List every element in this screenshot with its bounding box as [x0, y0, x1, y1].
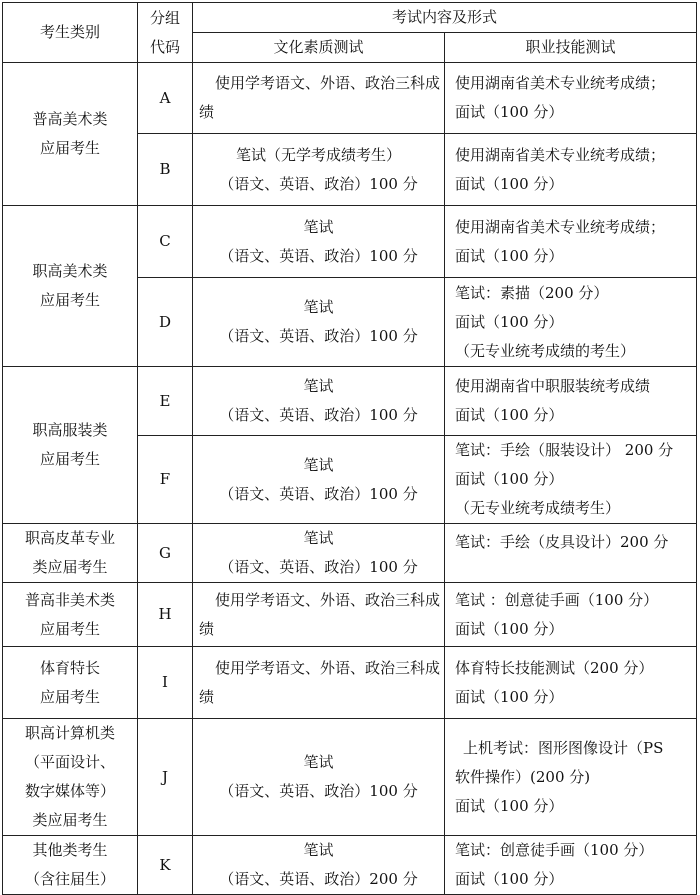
category-line: 应届考生: [39, 450, 100, 468]
vocational-cell: [445, 367, 697, 436]
vocational-line: 笔试 ：创意徒手画（100 分）: [455, 590, 659, 609]
culture-line: 使用学考语文、外语、政治三: [215, 590, 411, 609]
culture-line: 科成绩: [199, 590, 441, 638]
culture-line: （语文、英语、政治）100 分: [219, 782, 418, 800]
culture-line: 笔试（无学考成绩考生）: [235, 145, 401, 164]
culture-cell: [193, 206, 445, 278]
table-row: [3, 206, 697, 278]
code-cell: C: [138, 206, 193, 278]
vocational-cell: [445, 583, 697, 647]
code-cell: I: [138, 647, 193, 719]
vocational-line: 体育特长技能测试（200 分）: [455, 658, 654, 677]
culture-line: （语文、英语、政治）100 分: [219, 327, 418, 345]
vocational-line: 使用湖南省美术专业统考成绩；: [455, 217, 666, 236]
code-cell: B: [138, 134, 193, 206]
code-cell: E: [138, 367, 193, 436]
vocational-cell: [445, 206, 697, 278]
vocational-cell: [445, 134, 697, 206]
category-line: 职高计算机类: [24, 724, 115, 742]
vocational-line: 面试（100 分）: [455, 246, 564, 265]
category-cell: [3, 367, 138, 524]
vocational-line: 面试（100 分）: [455, 312, 564, 331]
category-cell: [3, 583, 138, 647]
vocational-line: 使用湖南省美术专业统考成绩；: [455, 145, 666, 164]
category-line: （含往届生）: [24, 870, 115, 888]
culture-cell: [193, 278, 445, 367]
culture-cell: [193, 367, 445, 436]
category-line: 职高皮革专业: [24, 529, 115, 547]
vocational-line: 面试（100 分）: [455, 406, 564, 424]
vocational-cell: [445, 647, 697, 719]
vocational-line: 面试（100 分）: [455, 870, 564, 888]
table-row: [3, 367, 697, 436]
category-line: 应届考生: [39, 687, 100, 706]
category-line: 体育特长: [39, 658, 100, 677]
code-cell: H: [138, 583, 193, 647]
category-cell: [3, 524, 138, 583]
culture-cell: [193, 134, 445, 206]
category-line: 应届考生: [39, 139, 100, 157]
vocational-line: 面试（100 分）: [455, 796, 564, 815]
culture-line: 科成绩: [199, 74, 441, 121]
vocational-line: 笔试：手绘（皮具设计）200 分: [455, 533, 669, 551]
category-line: 类应届考生: [32, 558, 108, 576]
category-line: 类应届考生: [32, 811, 108, 829]
header-vocational: 职业技能测试: [445, 33, 697, 63]
culture-line: 笔试: [303, 455, 334, 474]
category-line: （平面设计、: [24, 753, 115, 771]
header-group-code-line2: 代码: [149, 37, 180, 56]
category-cell: [3, 719, 138, 836]
culture-cell: [193, 583, 445, 647]
vocational-line: 软件操作）(200 分): [455, 767, 591, 786]
culture-cell: [193, 63, 445, 134]
category-line: 职高服装类: [32, 421, 108, 439]
category-line: 数字媒体等）: [24, 782, 115, 800]
culture-cell: [193, 719, 445, 836]
culture-line: （语文、英语、政治）100 分: [219, 406, 418, 424]
culture-line: 笔试: [303, 377, 334, 395]
vocational-line: 使用湖南省中职服装统考成绩: [455, 377, 651, 395]
vocational-cell: [445, 63, 697, 134]
code-cell: G: [138, 524, 193, 583]
header-culture: 文化素质测试: [193, 33, 445, 63]
code-cell: A: [138, 63, 193, 134]
culture-line: 笔试: [303, 298, 334, 316]
vocational-line: 面试（100 分）: [455, 619, 564, 638]
header-exam-content: 考试内容及形式: [193, 3, 697, 33]
code-cell: K: [138, 836, 193, 895]
culture-line: （语文、英语、政治）100 分: [219, 558, 418, 576]
culture-cell: [193, 436, 445, 524]
exam-table: [2, 2, 697, 895]
code-cell: J: [138, 719, 193, 836]
table-row: [3, 524, 697, 583]
culture-line: （语文、英语、政治）100 分: [219, 484, 418, 503]
culture-cell: [193, 647, 445, 719]
table-row: [3, 719, 697, 836]
category-line: 普高美术类: [32, 110, 108, 128]
vocational-cell: [445, 278, 697, 367]
category-cell: [3, 206, 138, 367]
vocational-line: 笔试：创意徒手画（100 分）: [455, 841, 654, 859]
header-group-code-line1: 分组: [149, 8, 180, 27]
table-row: [3, 583, 697, 647]
category-line: 普高非美术类: [24, 590, 115, 609]
culture-cell: [193, 524, 445, 583]
category-line: 应届考生: [39, 619, 100, 638]
category-cell: [3, 63, 138, 206]
vocational-line: 使用湖南省美术专业统考成绩；: [455, 74, 666, 92]
culture-line: 笔试: [303, 753, 334, 771]
category-line: 其他类考生: [32, 841, 108, 859]
vocational-line: （无专业统考成绩考生）: [455, 499, 621, 517]
table-row: [3, 647, 697, 719]
culture-cell: [193, 836, 445, 895]
culture-line: 笔试: [303, 217, 334, 236]
culture-line: 使用学考语文、外语、政治三: [215, 658, 411, 677]
category-cell: [3, 836, 138, 895]
category-line: 职高美术类: [32, 262, 108, 280]
vocational-line: 笔试：手绘（服装设计） 200 分: [455, 441, 674, 459]
table-row: [3, 836, 697, 895]
vocational-cell: [445, 719, 697, 836]
vocational-line: 面试（100 分）: [455, 103, 564, 121]
code-cell: D: [138, 278, 193, 367]
category-cell: [3, 647, 138, 719]
culture-line: （语文、英语、政治）200 分: [219, 870, 418, 888]
header-group-code: [138, 3, 193, 63]
culture-line: 科成绩: [199, 658, 441, 706]
vocational-line: 面试（100 分）: [455, 174, 564, 193]
culture-line: （语文、英语、政治）100 分: [219, 246, 418, 265]
culture-line: 使用学考语文、外语、政治三: [215, 74, 411, 92]
culture-line: 笔试: [303, 529, 334, 547]
vocational-cell: [445, 524, 697, 583]
vocational-cell: [445, 836, 697, 895]
table-row: [3, 63, 697, 134]
header-category: 考生类别: [3, 3, 138, 63]
culture-line: 笔试: [303, 841, 334, 859]
vocational-cell: [445, 436, 697, 524]
vocational-line: 面试（100 分）: [455, 687, 564, 706]
culture-line: （语文、英语、政治）100 分: [219, 174, 418, 193]
vocational-line: 上机考试：图形图像设计（PS: [463, 738, 664, 757]
category-line: 应届考生: [39, 291, 100, 309]
vocational-line: 面试（100 分）: [455, 470, 564, 488]
vocational-line: 笔试：素描（200 分）: [455, 283, 609, 302]
vocational-line: （无专业统考成绩的考生）: [455, 341, 636, 360]
code-cell: F: [138, 436, 193, 524]
